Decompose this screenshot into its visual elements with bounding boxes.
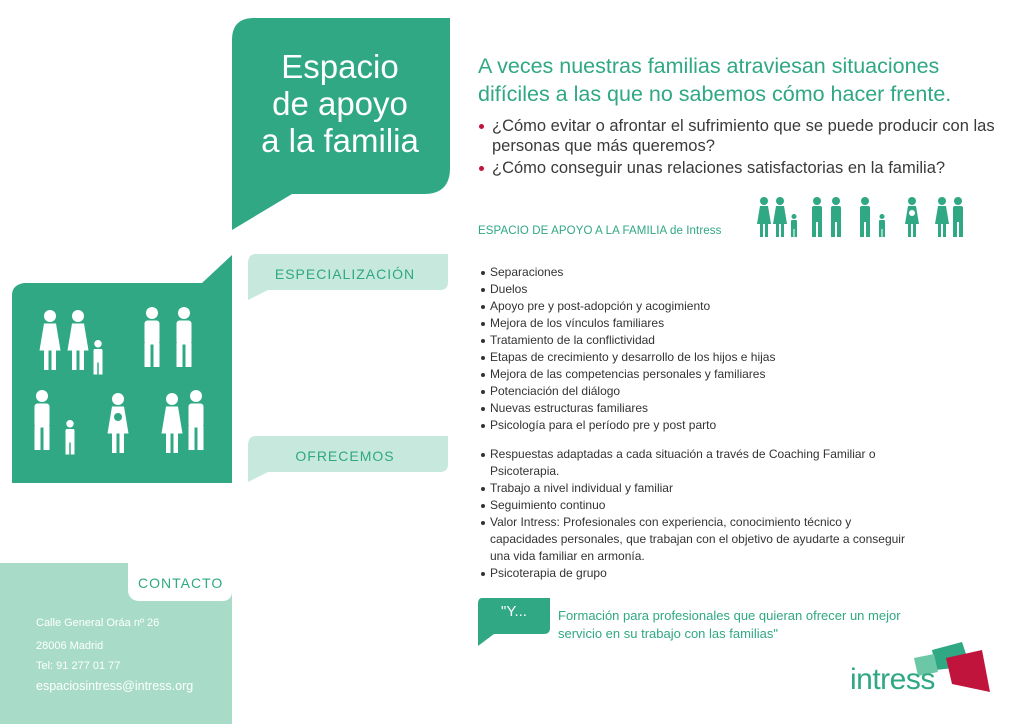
list-item: Psicología para el período pre y post parto xyxy=(480,417,900,434)
ofrecemos-list xyxy=(480,446,920,582)
list-item: Mejora de los vínculos familiares xyxy=(480,315,900,332)
family-icon xyxy=(757,197,771,237)
list-item: Respuestas adaptadas a cada situación a través de Coaching Familiar o Psicoterapia. xyxy=(480,446,920,480)
list-item: Etapas de crecimiento y desarrollo de los hijos e hijas xyxy=(480,349,900,366)
headline: A veces nuestras familias atraviesan situaciones difíciles a las que no sabemos cómo hacer frente. xyxy=(478,54,952,106)
list-item: Tratamiento de la conflictividad xyxy=(480,332,900,349)
ofrecemos-heading: OFRECEMOS xyxy=(295,448,395,464)
list-item: Seguimiento continuo xyxy=(480,497,920,514)
especializacion-heading: ESPECIALIZACIÓN xyxy=(274,266,416,282)
question-item: ¿Cómo evitar o afrontar el sufrimiento que se puede producir con las personas que más queremos? xyxy=(478,116,998,156)
quote-mark: "Y... xyxy=(501,603,527,620)
family-illustration-panel xyxy=(12,255,232,483)
page-title xyxy=(240,48,440,159)
list-item: Apoyo pre y post-adopción y acogimiento xyxy=(480,298,900,315)
contact-zip: 28006 Madrid xyxy=(36,640,104,652)
people-icon xyxy=(812,197,822,237)
list-item: Separaciones xyxy=(480,264,900,281)
list-item: Nuevas estructuras familiares xyxy=(480,400,900,417)
contact-phone: Tel: 91 277 01 77 xyxy=(36,660,121,672)
quote-text: Formación para profesionales que quieran ofrecer un mejor servicio en su trabajo con las familias" xyxy=(558,608,901,641)
question-list xyxy=(478,116,998,180)
family-icon-strip xyxy=(752,194,970,240)
especializacion-list xyxy=(480,264,900,434)
title-line: Espacio xyxy=(281,48,399,85)
list-item: Duelos xyxy=(480,281,900,298)
list-item: Valor Intress: Profesionales con experiencia, conocimiento técnico y capacidades personales, que trabajan con el objetivo de ayudarte a conseguir una vida familiar en armonía. xyxy=(480,514,920,565)
list-item: Psicoterapia de grupo xyxy=(480,565,920,582)
contact-email[interactable]: espaciosintress@intress.org xyxy=(36,679,194,693)
contact-heading: CONTACTO xyxy=(138,575,224,591)
pregnant-woman-icon xyxy=(905,197,919,237)
section-subtitle: ESPACIO DE APOYO A LA FAMILIA de Intress xyxy=(478,225,722,237)
list-item: Mejora de las competencias personales y familiares xyxy=(480,366,900,383)
question-item: ¿Cómo conseguir unas relaciones satisfactorias en la familia? xyxy=(478,158,998,178)
contact-address: Calle General Oráa nº 26 xyxy=(36,617,160,629)
title-line: a la familia xyxy=(261,122,419,159)
list-item: Trabajo a nivel individual y familiar xyxy=(480,480,920,497)
logo-wordmark: intress xyxy=(850,663,935,696)
title-line: de apoyo xyxy=(272,85,408,122)
list-item: Potenciación del diálogo xyxy=(480,383,900,400)
